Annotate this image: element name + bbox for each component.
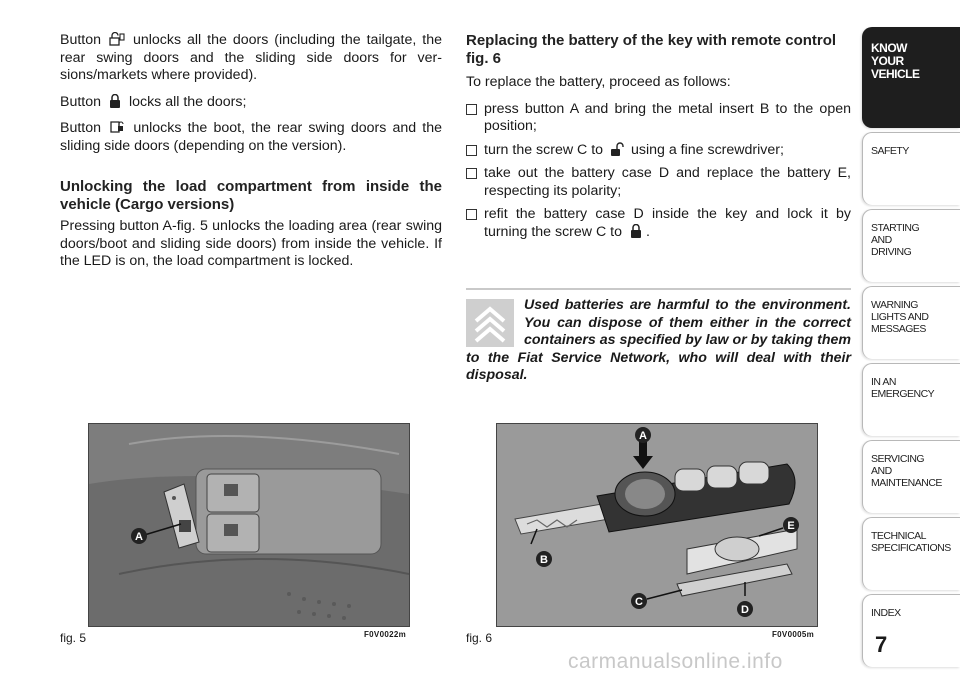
paragraph-unlock-boot: Button unlocks the boot, the rear swing doors and the sliding side doors (depending on the version). [60,120,442,154]
figure-5-code: F0V0022m [364,630,406,639]
steps-list [466,101,851,242]
figure-callout: A [135,531,143,543]
paragraph-unlock-all: Button unlocks all the doors (including the tailgate, the rear swing doors and the sliding side doors for versions/markets where provided). [60,32,442,83]
figure-6-image [496,423,818,627]
checkbox-bullet-icon [466,104,477,115]
paragraph-intro: To replace the battery, proceed as follows: [466,74,731,90]
tab-know-your-vehicle[interactable]: KNOW YOUR VEHICLE [862,27,960,128]
checkbox-bullet-icon [466,209,477,220]
checkbox-bullet-icon [466,145,477,156]
environment-warning: Used batteries are harmful to the environment. You can dispose of them either in the correct containers as specified by law or by taking them to the Fiat Service Network, who will deal with their disposal. [466,297,851,383]
environment-warning-icon [466,299,514,347]
figure-callout: E [787,520,795,532]
list-item: take out the battery case D and replace the battery E, respecting its polarity; [466,165,851,200]
tab-index[interactable]: INDEX [862,594,960,667]
figure-callout: B [540,554,548,566]
list-item: turn the screw C to using a fine screwdriver; [466,142,851,160]
paragraph-load-compartment: Pressing button A-fig. 5 unlocks the loading area (rear swing doors/boot and sliding side doors) from inside the vehicle. If the LED is on, the load compartment is locked. [60,218,442,269]
list-item: press button A and bring the metal insert B to the open position; [466,101,851,136]
tab-starting-and-driving[interactable]: STARTING AND DRIVING [862,209,960,282]
checkbox-bullet-icon [466,168,477,179]
figure-callout: D [741,604,749,616]
watermark: carmanualsonline.info [568,650,783,673]
lock-icon [628,224,644,238]
list-item: refit the battery case D inside the key and lock it by turning the screw C to . [466,206,851,241]
chapter-tabs [862,27,960,671]
right-column [466,32,851,247]
figure-5-caption: fig. 5 [60,631,87,645]
tab-servicing[interactable]: SERVICING AND MAINTENANCE [862,440,960,513]
section-heading-battery: Replacing the battery of the key with remote control fig. 6 [466,32,837,67]
tab-safety[interactable]: SAFETY [862,132,960,205]
figure-5-image [88,423,410,627]
boot-unlock-icon [109,120,125,134]
section-divider [466,288,851,290]
figure-callout: C [635,596,643,608]
figure-6-code: F0V0005m [772,630,814,639]
tab-in-an-emergency[interactable]: IN AN EMERGENCY [862,363,960,436]
figure-6-caption: fig. 6 [466,631,493,645]
unlock-icon [609,142,625,156]
tab-technical-specifications[interactable]: TECHNICAL SPECIFICATIONS [862,517,960,590]
tab-warning-lights[interactable]: WARNING LIGHTS AND MESSAGES [862,286,960,359]
page-number: 7 [875,632,888,657]
paragraph-lock-all: Button locks all the doors; [60,93,247,110]
left-column [60,32,442,280]
unlock-all-icon [109,32,125,46]
figure-callout: A [639,430,647,442]
lock-icon [107,94,123,108]
section-heading-load-compartment: Unlocking the load compartment from inside the vehicle (Cargo versions) [60,178,442,213]
